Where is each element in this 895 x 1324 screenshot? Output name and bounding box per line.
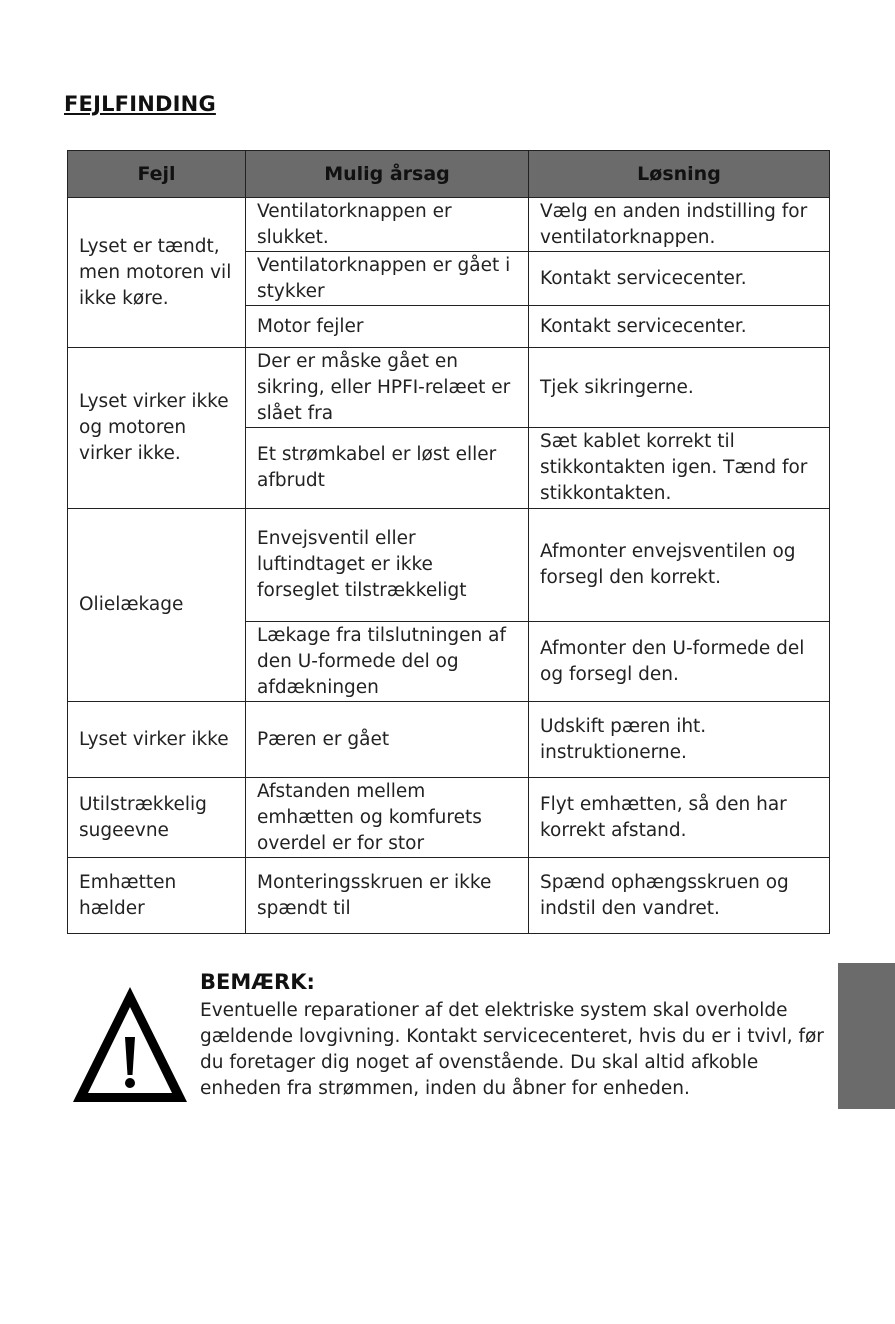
table-row xyxy=(68,198,830,252)
side-tab-marker xyxy=(838,963,895,1109)
table-row xyxy=(68,348,830,428)
note-text: Eventuelle reparationer af det elektriske system skal overholde gældende lovgivning. Kontakt servicecenteret, hvis du er i tvivl, før du foretager dig noget af ovenstående. Du skal altid afkoble enheden fra strømmen, inden du åbner for enheden. xyxy=(200,1000,824,1099)
cause-cell: Pæren er gået xyxy=(246,702,529,778)
cause-cell: Et strømkabel er løst eller afbrudt xyxy=(246,428,529,509)
cause-cell: Der er måske gået en sikring, eller HPFI-relæet er slået fra xyxy=(246,348,529,428)
fault-cell: Emhætten hælder xyxy=(68,858,246,934)
warning-triangle-icon xyxy=(70,983,190,1107)
table-row xyxy=(68,509,830,622)
table-row xyxy=(68,858,830,934)
cause-cell: Afstanden mellem emhætten og komfurets overdel er for stor xyxy=(246,778,529,858)
fault-cell: Lyset virker ikke xyxy=(68,702,246,778)
solution-cell: Spænd ophængsskruen og indstil den vandret. xyxy=(529,858,830,934)
cause-cell: Ventilatorknappen er slukket. xyxy=(246,198,529,252)
cause-cell: Motor fejler xyxy=(246,306,529,348)
column-header-fault: Fejl xyxy=(68,151,246,198)
solution-cell: Udskift pæren iht. instruktionerne. xyxy=(529,702,830,778)
table-row xyxy=(68,702,830,778)
solution-cell: Kontakt servicecenter. xyxy=(529,306,830,348)
solution-cell: Vælg en anden indstilling for ventilatorknappen. xyxy=(529,198,830,252)
fault-cell: Utilstrækkelig sugeevne xyxy=(68,778,246,858)
fault-cell: Olielækage xyxy=(68,509,246,702)
solution-cell: Afmonter den U-formede del og forsegl den. xyxy=(529,622,830,702)
cause-cell: Lækage fra tilslutningen af den U-formede del og afdækningen xyxy=(246,622,529,702)
solution-cell: Flyt emhætten, så den har korrekt afstand. xyxy=(529,778,830,858)
page-title: FEJLFINDING xyxy=(64,92,216,116)
fault-cell: Lyset virker ikke og motoren virker ikke. xyxy=(68,348,246,509)
cause-cell: Ventilatorknappen er gået i stykker xyxy=(246,252,529,306)
column-header-solution: Løsning xyxy=(529,151,830,198)
solution-cell: Afmonter envejsventilen og forsegl den korrekt. xyxy=(529,509,830,622)
table-row xyxy=(68,778,830,858)
table-header-row xyxy=(68,151,830,198)
column-header-cause: Mulig årsag xyxy=(246,151,529,198)
note-title: BEMÆRK: xyxy=(200,970,315,994)
cause-cell: Envejsventil eller luftindtaget er ikke forseglet tilstrækkeligt xyxy=(246,509,529,622)
cause-cell: Monteringsskruen er ikke spændt til xyxy=(246,858,529,934)
solution-cell: Sæt kablet korrekt til stikkontakten igen. Tænd for stikkontakten. xyxy=(529,428,830,509)
solution-cell: Kontakt servicecenter. xyxy=(529,252,830,306)
troubleshooting-table xyxy=(67,150,830,934)
fault-cell: Lyset er tændt, men motoren vil ikke køre. xyxy=(68,198,246,348)
solution-cell: Tjek sikringerne. xyxy=(529,348,830,428)
